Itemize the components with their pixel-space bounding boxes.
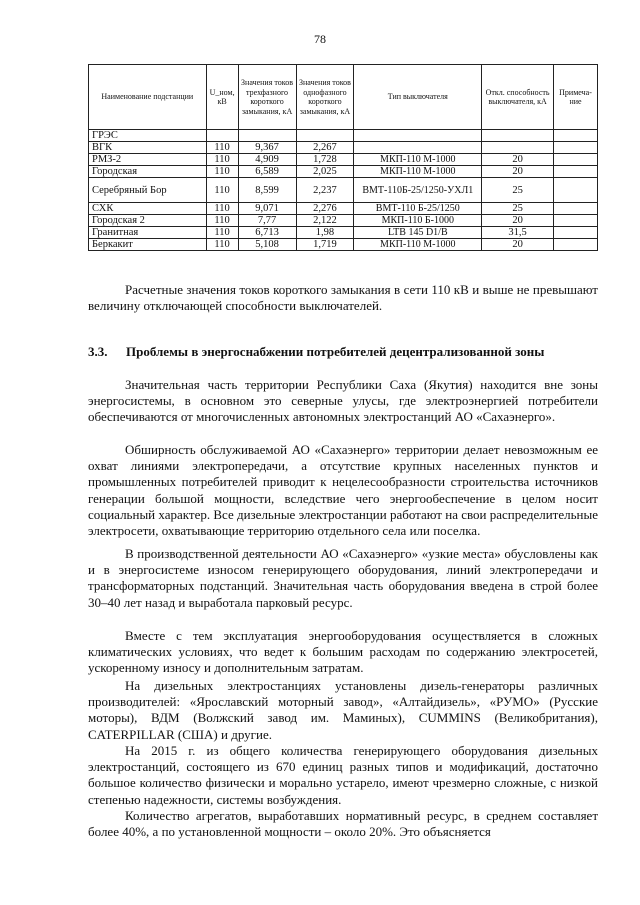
cell-substation: СХК [89, 203, 207, 215]
cell-three-phase: 8,599 [238, 178, 296, 203]
section-title: Проблемы в энергоснабжении потребителей децентрализованной зоны [126, 344, 545, 359]
cell-breaker-type: МКП-110 М-1000 [354, 166, 482, 178]
cell-three-phase: 9,367 [238, 142, 296, 154]
cell-note [554, 154, 598, 166]
cell-breaker-type: ВМТ-110Б-25/1250-УХЛ1 [354, 178, 482, 203]
cell-substation: Городская [89, 166, 207, 178]
header-single-phase-current: Значения токов однофазного короткого замыкания, кА [296, 65, 354, 130]
cell-breaking-capacity: 31,5 [482, 227, 554, 239]
cell-single-phase: 1,98 [296, 227, 354, 239]
header-three-phase-current: Значения токов трехфазного короткого замыкания, кА [238, 65, 296, 130]
paragraph-vastness: Обширность обслуживаемой АО «Сахаэнерго» территории делает невозможным ее охват линиями электропередачи, а отсутствие крупных населенных пунктов и промышленных потребителей приводит к нецелесообразности строительства источников генерации большой мощности, вследствие чего энергообеспечение в целом носит социальный характер. Все дизельные электростанции работают на свои распределительные электросети, охватывающие территорию отдельного села или поселка. [88, 442, 598, 539]
cell-breaking-capacity: 20 [482, 154, 554, 166]
table-row [89, 154, 598, 166]
paragraph-bottlenecks: В производственной деятельности АО «Сахаэнерго» «узкие места» обусловлены как и в энергосистеме износом генерирующего оборудования, линий электропередачи и трансформаторных подстанций. Значительная часть оборудования введена в строй более 30–40 лет назад и выработала парковый ресурс. [88, 546, 598, 610]
cell-single-phase: 2,276 [296, 203, 354, 215]
cell-substation: Беркакит [89, 239, 207, 251]
cell-breaker-type [354, 142, 482, 154]
cell-substation: РМЗ-2 [89, 154, 207, 166]
cell-breaker-type: МКП-110 Б-1000 [354, 215, 482, 227]
cell-breaker-type: МКП-110 М-1000 [354, 239, 482, 251]
paragraph-territory: Значительная часть территории Республики Саха (Якутия) находится вне зоны энергосистемы, в основном это северные улусы, где электроэнергией потребители обеспечиваются от многочисленных автономных электростанций АО «Сахаэнерго». [88, 377, 598, 425]
cell-voltage: 110 [206, 215, 238, 227]
cell-substation: ВГК [89, 142, 207, 154]
cell-substation: Гранитная [89, 227, 207, 239]
cell-three-phase: 7,77 [238, 215, 296, 227]
cell-note [554, 178, 598, 203]
cell-breaking-capacity: 20 [482, 239, 554, 251]
table-header-row [89, 65, 598, 130]
header-breaker-type: Тип выключателя [354, 65, 482, 130]
cell-three-phase: 5,108 [238, 239, 296, 251]
cell-voltage: 110 [206, 239, 238, 251]
table-row [89, 203, 598, 215]
header-voltage: U_ном, кВ [206, 65, 238, 130]
cell-note [554, 239, 598, 251]
cell-voltage [206, 130, 238, 142]
table-row [89, 142, 598, 154]
cell-single-phase: 2,122 [296, 215, 354, 227]
cell-voltage: 110 [206, 203, 238, 215]
table-row [89, 227, 598, 239]
cell-voltage: 110 [206, 166, 238, 178]
cell-breaker-type: LTB 145 D1/B [354, 227, 482, 239]
cell-note [554, 215, 598, 227]
cell-breaking-capacity: 25 [482, 203, 554, 215]
table-row [89, 215, 598, 227]
cell-single-phase [296, 130, 354, 142]
cell-three-phase: 4,909 [238, 154, 296, 166]
table-row [89, 239, 598, 251]
cell-breaker-type: МКП-110 М-1000 [354, 154, 482, 166]
cell-note [554, 227, 598, 239]
cell-three-phase [238, 130, 296, 142]
cell-breaking-capacity: 25 [482, 178, 554, 203]
paragraph-climate: Вместе с тем эксплуатация энергооборудования осуществляется в сложных климатических условиях, что ведет к большим расходам по содержанию электросетей, ускоренному износу и дополнительным затратам. [88, 628, 598, 676]
cell-single-phase: 2,237 [296, 178, 354, 203]
table-row [89, 166, 598, 178]
cell-breaking-capacity [482, 142, 554, 154]
cell-single-phase: 2,025 [296, 166, 354, 178]
cell-three-phase: 9,071 [238, 203, 296, 215]
cell-breaking-capacity: 20 [482, 166, 554, 178]
header-substation: Наименование подстанции [89, 65, 207, 130]
short-circuit-table [88, 64, 598, 251]
section-heading [88, 344, 598, 360]
cell-breaker-type [354, 130, 482, 142]
page-number: 78 [314, 32, 326, 46]
header-breaking-capacity: Откл. способность выключателя, кА [482, 65, 554, 130]
header-note: Примеча- ние [554, 65, 598, 130]
cell-three-phase: 6,589 [238, 166, 296, 178]
table-row [89, 130, 598, 142]
cell-breaking-capacity [482, 130, 554, 142]
cell-substation: ГРЭС [89, 130, 207, 142]
cell-note [554, 142, 598, 154]
cell-note [554, 203, 598, 215]
cell-substation: Серебряный Бор [89, 178, 207, 203]
cell-breaking-capacity: 20 [482, 215, 554, 227]
cell-single-phase: 1,728 [296, 154, 354, 166]
section-number: 3.3. [88, 344, 108, 359]
conclusion-paragraph: Расчетные значения токов короткого замыкания в сети 110 кВ и выше не превышают величину отключающей способности выключателей. [88, 282, 598, 314]
cell-breaker-type: ВМТ-110 Б-25/1250 [354, 203, 482, 215]
paragraph-generators: На дизельных электростанциях установлены дизель-генераторы различных производителей: «Ярославский моторный завод», «Алтайдизель», «РУМО» (Русские моторы), ВДМ (Волжский завод им. Маминых), CUMMINS (Великобритания), CATERPILLAR (США) и другие. [88, 678, 598, 742]
paragraph-units-count: Количество агрегатов, выработавших нормативный ресурс, в среднем составляет более 40%, а по установленной мощности – около 20%. Это объясняется [88, 808, 598, 840]
table-row [89, 178, 598, 203]
cell-note [554, 166, 598, 178]
cell-voltage: 110 [206, 154, 238, 166]
cell-voltage: 110 [206, 227, 238, 239]
cell-note [554, 130, 598, 142]
cell-single-phase: 1,719 [296, 239, 354, 251]
paragraph-equipment-2015: На 2015 г. из общего количества генерирующего оборудования дизельных электростанций, состоящего из 670 единиц разных типов и модификаций, достаточно большое количество физически и морально устарело, имеют чрезмерно сложные, с низкой степенью надежности, системы возбуждения. [88, 743, 598, 807]
cell-substation: Городская 2 [89, 215, 207, 227]
cell-voltage: 110 [206, 142, 238, 154]
cell-single-phase: 2,267 [296, 142, 354, 154]
cell-voltage: 110 [206, 178, 238, 203]
cell-three-phase: 6,713 [238, 227, 296, 239]
